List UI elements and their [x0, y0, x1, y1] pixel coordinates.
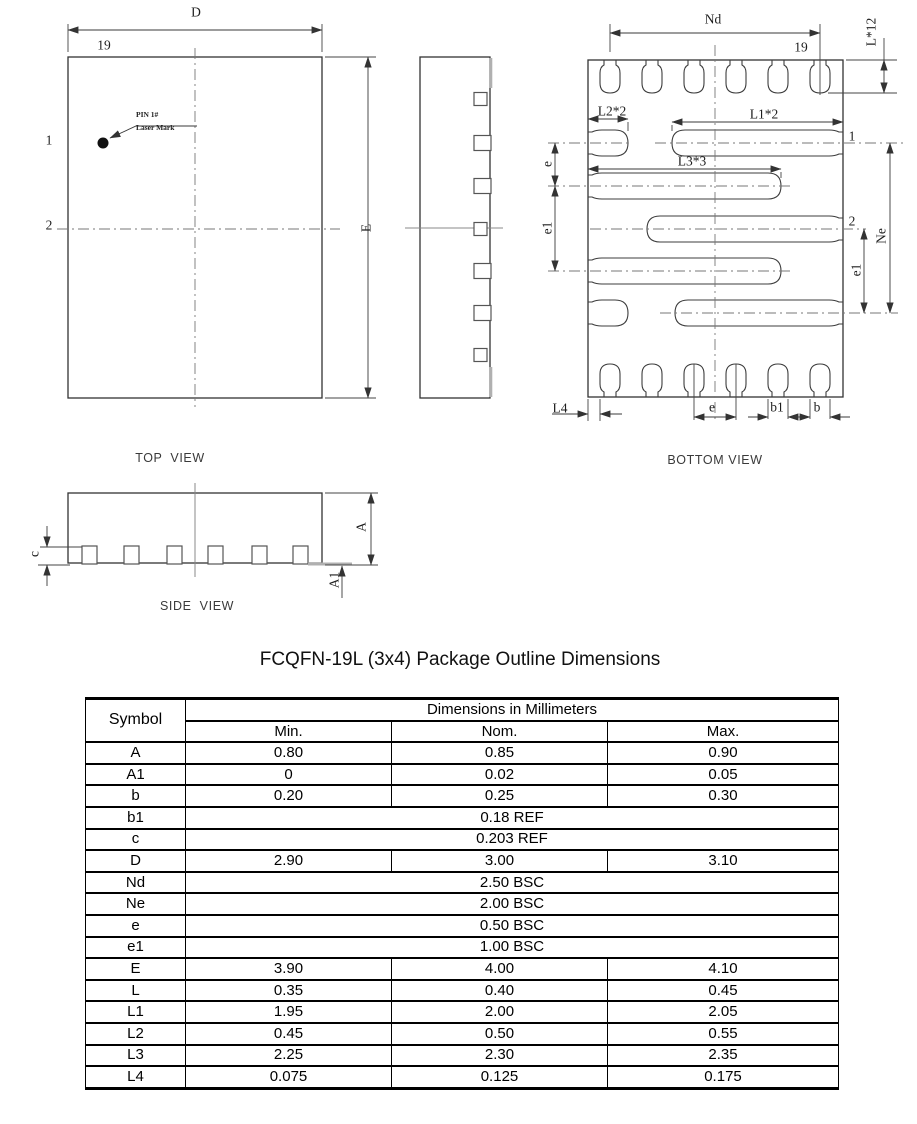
cell-max: 2.05 — [608, 1001, 839, 1023]
dim-label-e-left: e — [539, 161, 555, 167]
cell-min: 0.45 — [186, 1023, 392, 1045]
cell-span-value: 1.00 BSC — [186, 937, 839, 959]
cell-min: 1.95 — [186, 1001, 392, 1023]
cell-symbol: e — [86, 915, 186, 937]
cell-symbol: E — [86, 958, 186, 980]
dim-label-a1: A1 — [326, 571, 342, 589]
col-header-nom: Nom. — [392, 721, 608, 743]
cell-symbol: Nd — [86, 872, 186, 894]
dim-label-c: c — [26, 551, 42, 557]
dim-label-e: E — [358, 223, 374, 233]
cell-min: 0.075 — [186, 1066, 392, 1088]
table-row — [86, 742, 839, 764]
cell-symbol: L3 — [86, 1045, 186, 1067]
cell-max: 0.55 — [608, 1023, 839, 1045]
dim-label-a: A — [353, 522, 369, 532]
table-row — [86, 764, 839, 786]
dim-label-nd: Nd — [704, 11, 722, 27]
cell-symbol: A — [86, 742, 186, 764]
cell-span-value: 0.50 BSC — [186, 915, 839, 937]
dim-label-e1-right: e1 — [848, 263, 864, 277]
dim-label-l12: L*12 — [863, 17, 879, 47]
pin1-mark-note-line1: PIN 1# — [136, 110, 159, 119]
table-row — [86, 872, 839, 894]
cell-nom: 0.125 — [392, 1066, 608, 1088]
pin1-mark-note-line2: Laser Mark — [136, 123, 175, 132]
table-row — [86, 893, 839, 915]
table-row — [86, 915, 839, 937]
cell-max: 2.35 — [608, 1045, 839, 1067]
cell-min: 0.35 — [186, 980, 392, 1002]
cell-min: 2.25 — [186, 1045, 392, 1067]
cell-min: 0.80 — [186, 742, 392, 764]
pin2-label-top-view: 2 — [45, 217, 53, 233]
table-header-row — [86, 699, 839, 721]
table-row — [86, 937, 839, 959]
cell-min: 3.90 — [186, 958, 392, 980]
table-row — [86, 850, 839, 872]
col-header-max: Max. — [608, 721, 839, 743]
pin19-label-bottom-view: 19 — [794, 39, 808, 55]
dim-label-l4: L4 — [552, 400, 568, 416]
table-row — [86, 785, 839, 807]
table-row — [86, 1066, 839, 1088]
cell-min: 0 — [186, 764, 392, 786]
cell-max: 0.45 — [608, 980, 839, 1002]
cell-min: 2.90 — [186, 850, 392, 872]
dimensions-table-body — [86, 742, 839, 1088]
dim-label-b: b — [813, 399, 821, 415]
table-row — [86, 980, 839, 1002]
table-subheader-row — [86, 721, 839, 743]
col-header-group: Dimensions in Millimeters — [186, 699, 839, 721]
cell-max: 0.175 — [608, 1066, 839, 1088]
cell-nom: 2.00 — [392, 1001, 608, 1023]
cell-symbol: e1 — [86, 937, 186, 959]
pin1-label-bottom-view: 1 — [848, 128, 856, 144]
dim-label-ne: Ne — [873, 228, 889, 244]
cell-symbol: Ne — [86, 893, 186, 915]
cell-symbol: L4 — [86, 1066, 186, 1088]
cell-max: 0.30 — [608, 785, 839, 807]
cell-symbol: b1 — [86, 807, 186, 829]
cell-nom: 0.85 — [392, 742, 608, 764]
table-row — [86, 1023, 839, 1045]
pin1-label-top-view: 1 — [45, 132, 53, 148]
cell-max: 3.10 — [608, 850, 839, 872]
dim-label-l2: L2*2 — [597, 103, 627, 119]
side-view-caption: SIDE VIEW — [159, 598, 235, 613]
cell-max: 4.10 — [608, 958, 839, 980]
dimensions-table — [85, 697, 839, 1090]
col-header-symbol: Symbol — [86, 699, 186, 743]
cell-span-value: 0.18 REF — [186, 807, 839, 829]
cell-symbol: L — [86, 980, 186, 1002]
table-row — [86, 829, 839, 851]
top-view-caption: TOP VIEW — [135, 450, 205, 465]
dim-label-e1-left: e1 — [539, 221, 555, 235]
cell-span-value: 0.203 REF — [186, 829, 839, 851]
dim-label-b1: b1 — [770, 399, 784, 415]
cell-symbol: c — [86, 829, 186, 851]
cell-nom: 0.40 — [392, 980, 608, 1002]
cell-nom: 4.00 — [392, 958, 608, 980]
dim-label-e-bottom: e — [709, 399, 715, 415]
cell-nom: 2.30 — [392, 1045, 608, 1067]
cell-symbol: A1 — [86, 764, 186, 786]
cell-symbol: L1 — [86, 1001, 186, 1023]
dim-label-l1: L1*2 — [749, 106, 779, 122]
dim-label-l3: L3*3 — [677, 153, 707, 169]
table-row — [86, 958, 839, 980]
page-title: FCQFN-19L (3x4) Package Outline Dimensions — [259, 649, 661, 670]
cell-nom: 0.25 — [392, 785, 608, 807]
dim-label-d: D — [191, 4, 201, 20]
table-row — [86, 1001, 839, 1023]
cell-span-value: 2.00 BSC — [186, 893, 839, 915]
cell-nom: 0.50 — [392, 1023, 608, 1045]
cell-max: 0.05 — [608, 764, 839, 786]
cell-min: 0.20 — [186, 785, 392, 807]
bottom-view-caption: BOTTOM VIEW — [667, 452, 763, 467]
cell-max: 0.90 — [608, 742, 839, 764]
cell-nom: 3.00 — [392, 850, 608, 872]
pin2-label-bottom-view: 2 — [848, 213, 856, 229]
table-row — [86, 1045, 839, 1067]
cell-symbol: b — [86, 785, 186, 807]
cell-span-value: 2.50 BSC — [186, 872, 839, 894]
table-row — [86, 807, 839, 829]
cell-symbol: D — [86, 850, 186, 872]
cell-nom: 0.02 — [392, 764, 608, 786]
col-header-min: Min. — [186, 721, 392, 743]
pin19-label-top-view: 19 — [97, 37, 111, 53]
cell-symbol: L2 — [86, 1023, 186, 1045]
